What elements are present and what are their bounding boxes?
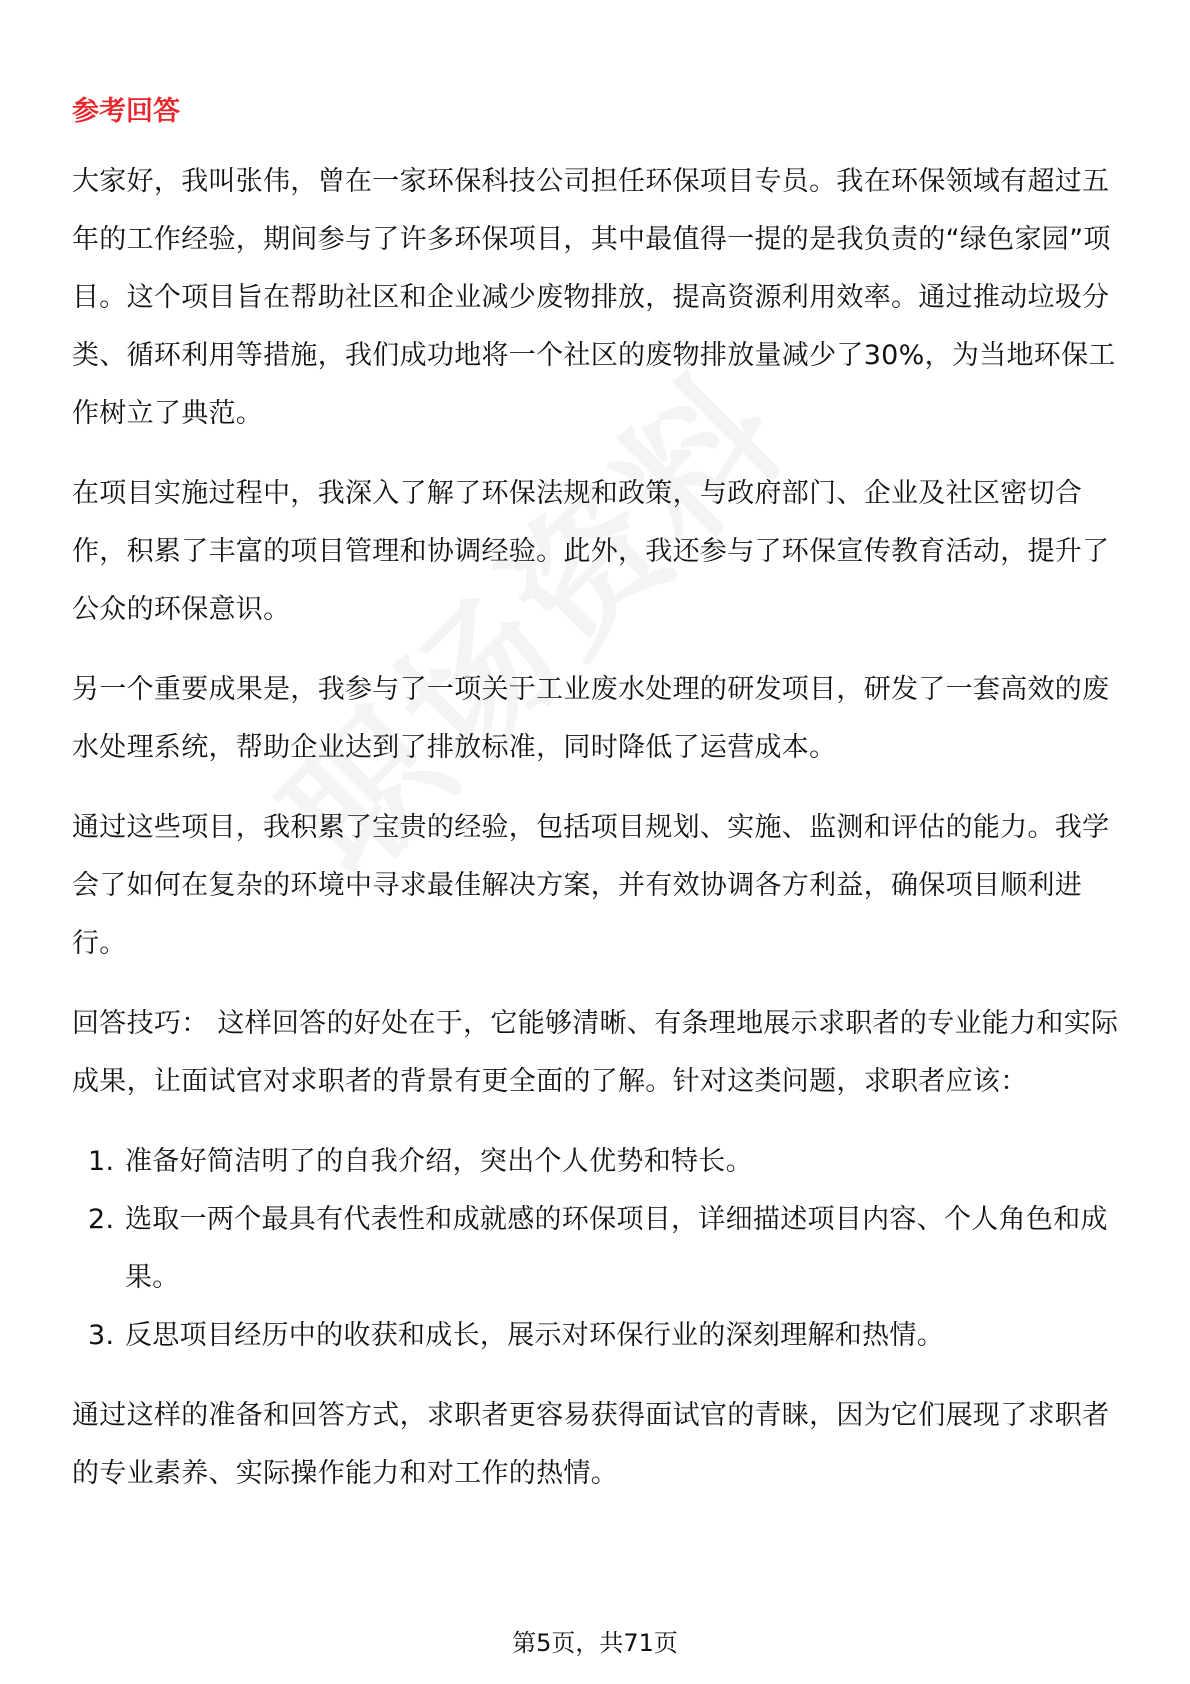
answer-paragraph-4: 通过这些项目，我积累了宝贵的经验，包括项目规划、实施、监测和评估的能力。我学会了如何在复杂的环境中寻求最佳解决方案，并有效协调各方利益，确保项目顺利进行。 bbox=[72, 812, 1110, 959]
answer-paragraph-1: 大家好，我叫张伟，曾在一家环保科技公司担任环保项目专员。我在环保领域有超过五年的工作经验，期间参与了许多环保项目，其中最值得一提的是我负责的“绿色家园”项目。这个项目旨在帮助社区和企业减少废物排放，提高资源利用效率。通过推动垃圾分类、循环利用等措施，我们成功地将一个社区的废物排放量减少了30%，为当地环保工作树立了典范。 bbox=[72, 166, 1116, 429]
tips-list-item bbox=[72, 1191, 1122, 1307]
page-content bbox=[72, 88, 1122, 1525]
tips-label: 回答技巧： bbox=[72, 1008, 209, 1039]
list-number: 2. bbox=[88, 1204, 115, 1235]
closing-paragraph: 通过这样的准备和回答方式，求职者更容易获得面试官的青睐，因为它们展现了求职者的专业素养、实际操作能力和对工作的热情。 bbox=[72, 1400, 1110, 1489]
tips-list-item bbox=[72, 1307, 1122, 1365]
list-item-text: 选取一两个最具有代表性和成就感的环保项目，详细描述项目内容、个人角色和成果。 bbox=[125, 1204, 1108, 1293]
tips-list bbox=[72, 1133, 1122, 1365]
list-number: 3. bbox=[88, 1320, 115, 1351]
page-number-footer: 第5页，共71页 bbox=[512, 1629, 678, 1657]
list-item-text: 反思项目经历中的收获和成长，展示对环保行业的深刻理解和热情。 bbox=[125, 1320, 944, 1351]
list-number: 1. bbox=[88, 1146, 115, 1177]
answer-paragraph-3: 另一个重要成果是，我参与了一项关于工业废水处理的研发项目，研发了一套高效的废水处理系统，帮助企业达到了排放标准，同时降低了运营成本。 bbox=[72, 674, 1110, 763]
tips-list-item bbox=[72, 1133, 1122, 1191]
section-title: 参考回答 bbox=[72, 96, 180, 127]
tips-paragraph bbox=[72, 995, 1122, 1111]
list-item-text: 准备好简洁明了的自我介绍，突出个人优势和特长。 bbox=[125, 1146, 753, 1177]
tips-text: 这样回答的好处在于，它能够清晰、有条理地展示求职者的专业能力和实际成果，让面试官对求职者的背景有更全面的了解。针对这类问题，求职者应该： bbox=[72, 1008, 1119, 1097]
answer-paragraph-2: 在项目实施过程中，我深入了解了环保法规和政策，与政府部门、企业及社区密切合作，积累了丰富的项目管理和协调经验。此外，我还参与了环保宣传教育活动，提升了公众的环保意识。 bbox=[72, 478, 1110, 625]
